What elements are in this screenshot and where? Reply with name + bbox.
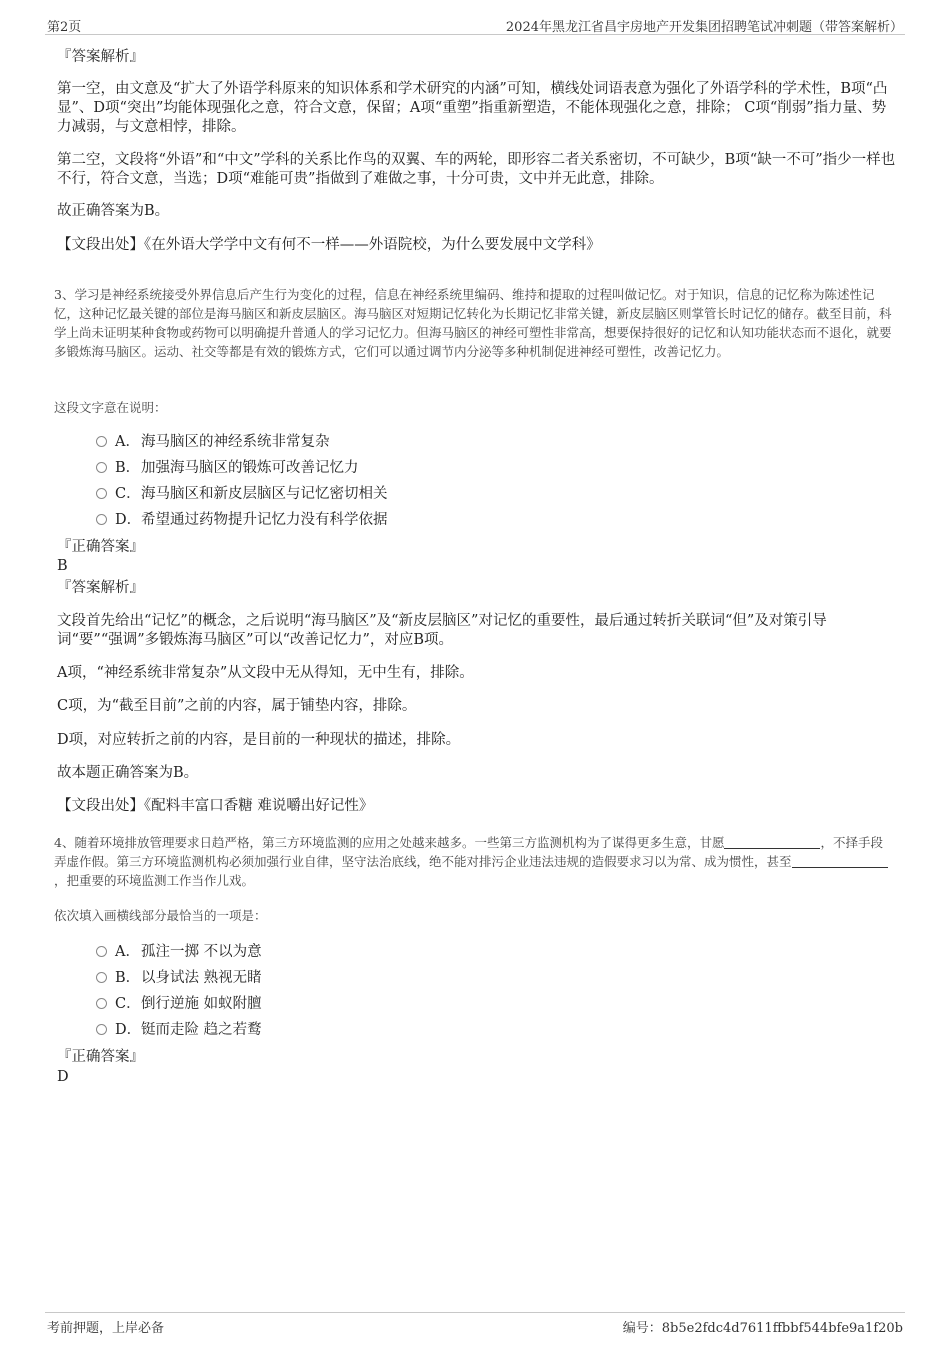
radio-icon[interactable] (96, 514, 107, 525)
fill-blank-2[interactable] (792, 855, 888, 868)
q2-conclusion: 故正确答案为B。 (57, 203, 170, 219)
radio-icon[interactable] (96, 972, 107, 983)
q3-analysis-para3: C项，为“截至目前”之前的内容，属于铺垫内容，排除。 (57, 698, 417, 714)
q3-option-a[interactable]: A．海马脑区的神经系统非常复杂 (96, 432, 330, 452)
q3-analysis-para2: A项，“神经系统非常复杂”从文段中无从得知，无中生有，排除。 (57, 665, 474, 681)
q2-analysis-para2: 第二空，文段将“外语”和“中文”学科的关系比作鸟的双翼、车的两轮，即形容二者关系密切，不可缺少，B项“缺一不可”指少一样也不行，符合文意，当选；D项“难能可贵”指做到了难做之事，十分可贵，文中并无此意，排除。 (57, 152, 896, 187)
q4-answer: D (57, 1069, 69, 1085)
q3-source: 【文段出处】《配料丰富口香糖 难说嚼出好记性》 (57, 798, 374, 814)
page-number: 第2页 (47, 20, 82, 35)
page-header (45, 14, 905, 35)
page-footer (45, 1312, 905, 1335)
q4-stem: 4、随着环境排放管理要求日趋严格，第三方环境监测的应用之处越来越多。一些第三方监测机构为了谋得更多生意，甘愿 ，不择手段弄虚作假。第三方环境监测机构必须加强行业自律，坚守法治底线，绝不能对排污企业违法违规的造假要求习以为常、成为惯性，甚至，把重要的环境监测工作当作儿戏。 (54, 833, 894, 890)
fill-blank-1[interactable] (724, 836, 820, 849)
q3-analysis-para5: 故本题正确答案为B。 (57, 765, 199, 781)
q3-analysis-label: 『答案解析』 (57, 580, 144, 596)
q3-prompt: 这段文字意在说明： (54, 400, 167, 415)
radio-icon[interactable] (96, 436, 107, 447)
q4-prompt: 依次填入画横线部分最恰当的一项是： (54, 908, 267, 923)
radio-icon[interactable] (96, 488, 107, 499)
q4-option-a[interactable]: A．孤注一掷 不以为意 (96, 942, 262, 962)
radio-icon[interactable] (96, 1024, 107, 1035)
q3-analysis-para1: 文段首先给出“记忆”的概念，之后说明“海马脑区”及“新皮层脑区”对记忆的重要性，最后通过转折关联词“但”及对策引导词“要”“强调”多锻炼海马脑区”可以“改善记忆力”，对应B项。 (57, 613, 827, 648)
radio-icon[interactable] (96, 998, 107, 1009)
document-title: 2024年黑龙江省昌宇房地产开发集团招聘笔试冲刺题（带答案解析） (505, 20, 903, 35)
q3-answer: B (57, 558, 68, 574)
q2-source: 【文段出处】《在外语大学学中文有何不一样——外语院校，为什么要发展中文学科》 (57, 237, 601, 253)
q2-analysis-para1: 第一空，由文意及“扩大了外语学科原来的知识体系和学术研究的内涵”可知，横线处词语表意为强化了外语学科的学术性，B项“凸显”、D项“突出”均能体现强化之意，符合文意，保留；A项“重塑”指重新塑造，不能体现强化之意，排除； C项“削弱”指力量、势力减弱，与文意相悖，排除。 (57, 81, 888, 135)
q3-option-c[interactable]: C．海马脑区和新皮层脑区与记忆密切相关 (96, 484, 388, 504)
q2-analysis-label: 『答案解析』 (57, 49, 144, 65)
q3-option-b[interactable]: B．加强海马脑区的锻炼可改善记忆力 (96, 458, 359, 478)
q3-analysis-para4: D项，对应转折之前的内容，是目前的一种现状的描述，排除。 (57, 732, 461, 748)
document-id: 编号：8b5e2fdc4d7611ffbbf544bfe9a1f20b (622, 1321, 903, 1336)
footer-slogan: 考前押题，上岸必备 (47, 1321, 165, 1336)
q3-answer-label: 『正确答案』 (57, 539, 144, 555)
q4-option-c[interactable]: C．倒行逆施 如蚁附膻 (96, 994, 262, 1014)
radio-icon[interactable] (96, 462, 107, 473)
q3-option-d[interactable]: D．希望通过药物提升记忆力没有科学依据 (96, 510, 388, 530)
q4-option-d[interactable]: D．铤而走险 趋之若鹜 (96, 1020, 262, 1040)
q3-stem: 3、学习是神经系统接受外界信息后产生行为变化的过程，信息在神经系统里编码、维持和提取的过程叫做记忆。对于知识，信息的记忆称为陈述性记忆，这种记忆最关键的部位是海马脑区和新皮层脑区。海马脑区对短期记忆转化为长期记忆非常关键，新皮层脑区则掌管长时记忆的储存。截至目前，科学上尚未证明某种食物或药物可以明确提升普通人的学习记忆力。但海马脑区的神经可塑性非常高，想要保持很好的记忆和认知功能状态而不退化，就要多锻炼海马脑区。运动、社交等都是有效的锻炼方式，它们可以通过调节内分泌等多种机制促进神经可塑性，改善记忆力。 (54, 287, 892, 359)
radio-icon[interactable] (96, 946, 107, 957)
q4-option-b[interactable]: B．以身试法 熟视无睹 (96, 968, 262, 988)
q4-answer-label: 『正确答案』 (57, 1049, 144, 1065)
